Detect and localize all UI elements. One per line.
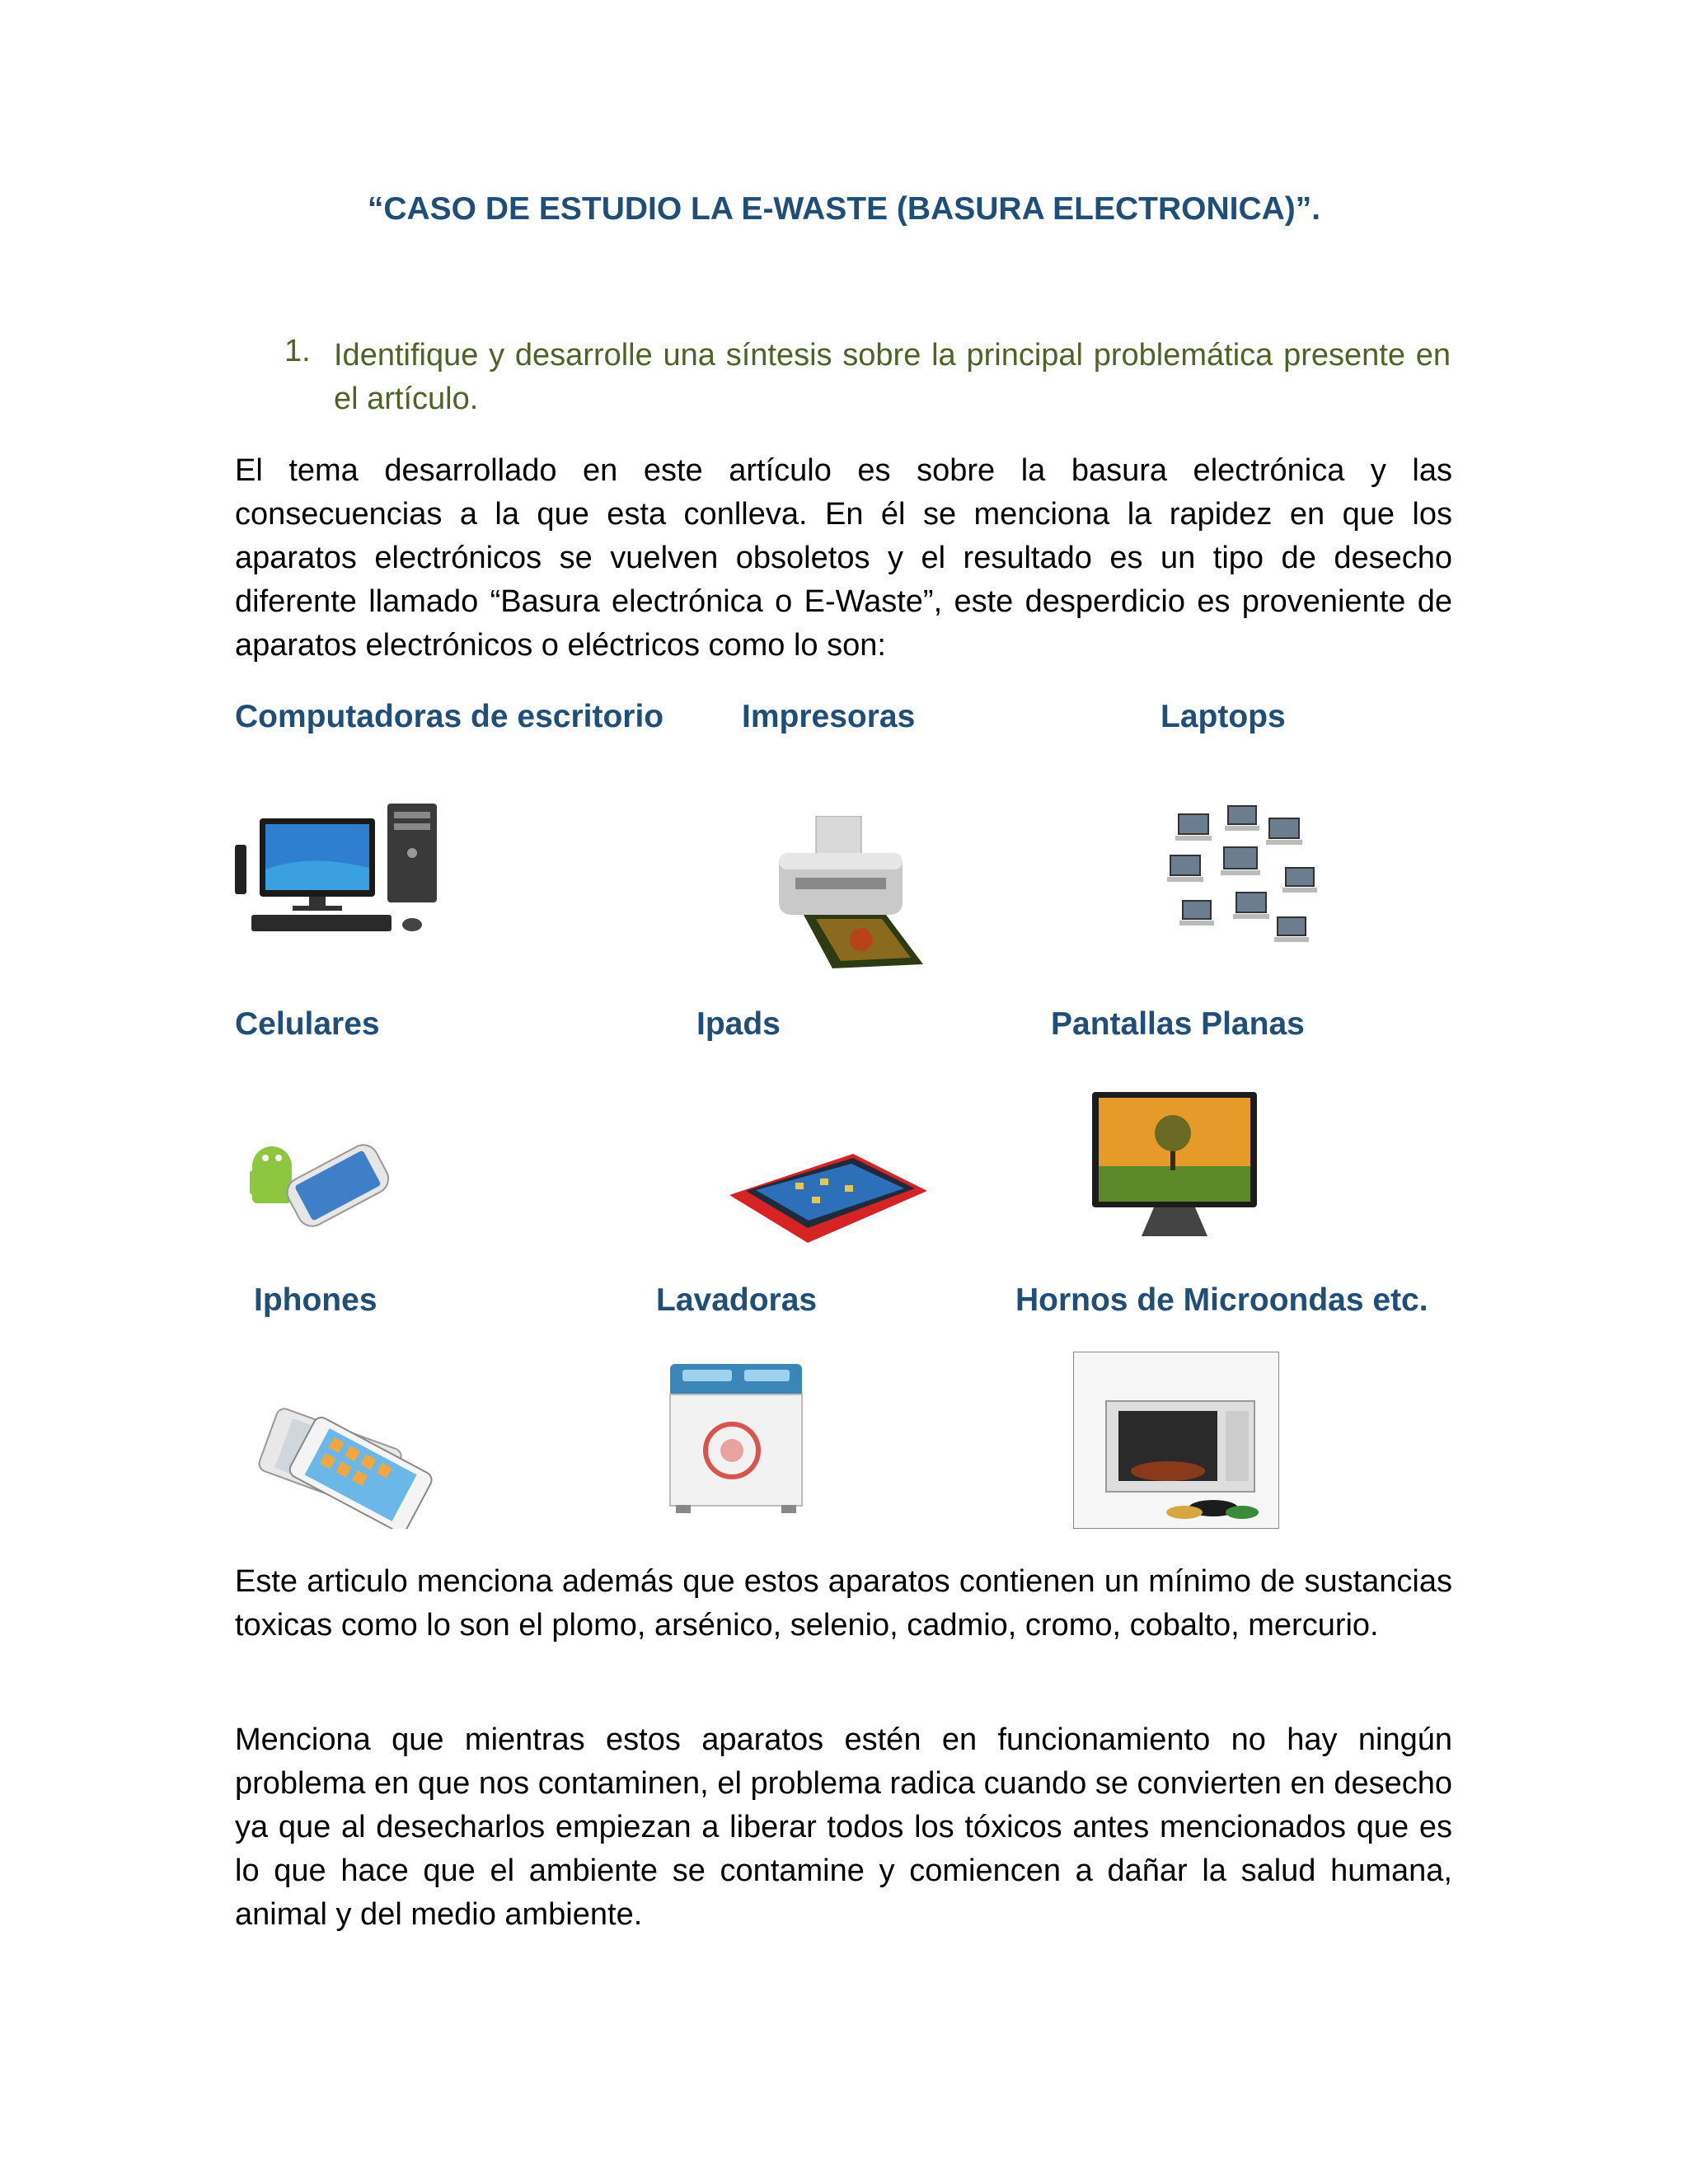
question-text: Identifique y desarrolle una síntesis sobre la principal problemática presente en el artículo. [334,338,1451,416]
toxic-substances-paragraph: Este articulo menciona además que estos aparatos contienen un mínimo de sustancias toxicas como lo son el plomo, arsénico, selenio, cadmio, cromo, cobalto, mercurio. [235,1564,1452,1643]
iphone-icon [239,1397,445,1529]
tablet-icon [729,1146,931,1244]
intro-paragraph: El tema desarrollado en este artículo es sobre la basura electrónica y las consecuencias a la que esta conlleva. En él se menciona la rapidez en que los aparatos electrónicos se vuelven obsoletos y el resultado es un tipo de desecho diferente llamado “Basura electrónica o E-Waste”, este desperdicio es proveniente de aparatos electrónicos o eléctricos como lo son: [235,453,1452,663]
device-label-printers: Impresoras [742,699,916,734]
device-label-desktop: Computadoras de escritorio [235,699,664,734]
device-label-cellphones: Celulares [235,1006,380,1042]
question-number: 1. [284,334,311,368]
device-label-flat-screens: Pantallas Planas [1051,1006,1305,1042]
washing-machine-icon [666,1360,806,1516]
device-label-washers: Lavadoras [656,1282,818,1318]
device-label-laptops: Laptops [1160,699,1286,734]
device-label-microwaves: Hornos de Microondas etc. [1015,1282,1428,1318]
contamination-paragraph: Menciona que mientras estos aparatos estén en funcionamiento no hay ningún problema en que nos contaminen, el problema radica cuando se convierten en desecho ya que al desecharlos empiezan a liberar todos los tóxicos antes mencionados que es lo que hace que el ambiente se contamine y comiencen a dañar la salud humana, animal y del medio ambiente. [235,1722,1452,1932]
device-label-iphones: Iphones [254,1282,377,1318]
desktop-computer-icon [235,804,449,935]
device-label-ipads: Ipads [696,1006,781,1042]
document-title: “CASO DE ESTUDIO LA E-WASTE (BASURA ELECTRONICA)”. [367,191,1321,227]
flat-screen-icon [1092,1088,1257,1240]
microwave-icon [1073,1352,1279,1529]
smartphone-icon [243,1129,392,1240]
laptops-icon [1162,798,1327,958]
printer-icon [771,816,927,972]
